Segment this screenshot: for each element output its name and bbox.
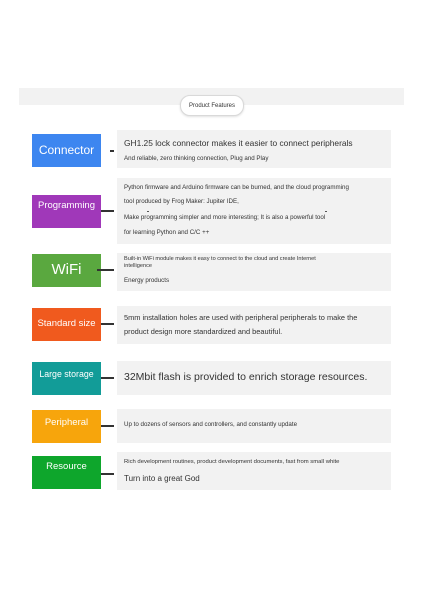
feature-text: 32Mbit flash is provided to enrich storage resources. bbox=[124, 371, 368, 383]
feature-label-connector: Connector bbox=[32, 134, 101, 167]
feature-panel-large-storage bbox=[117, 361, 391, 395]
feature-panel-wifi bbox=[117, 253, 391, 291]
feature-label-large-storage: Large storage bbox=[32, 362, 101, 395]
section-title: Product Features bbox=[180, 95, 244, 116]
connector-dash bbox=[101, 323, 114, 325]
feature-text: Up to dozens of sensors and controllers, and constantly update bbox=[124, 421, 298, 428]
feature-panel-resource bbox=[117, 452, 391, 490]
feature-text: Energy products bbox=[124, 277, 170, 284]
connector-dash bbox=[101, 377, 114, 379]
feature-label-peripheral: Peripheral bbox=[32, 410, 101, 443]
connector-dash bbox=[101, 473, 114, 475]
connector-dash bbox=[101, 425, 114, 427]
feature-panel-programming bbox=[117, 178, 391, 244]
feature-text: intelligence bbox=[124, 263, 152, 269]
feature-panel-connector bbox=[117, 130, 391, 168]
stray-mark bbox=[325, 211, 327, 212]
connector-dash bbox=[97, 269, 114, 271]
feature-label-programming: Programming bbox=[32, 195, 101, 228]
feature-text: Turn into a great God bbox=[124, 474, 200, 483]
feature-text: 5mm installation holes are used with peripheral peripherals to make the bbox=[124, 313, 358, 322]
feature-text: And reliable, zero thinking connection, Plug and Play bbox=[124, 155, 269, 162]
feature-panel-peripheral bbox=[117, 409, 391, 443]
feature-text: product design more standardized and beautiful. bbox=[124, 327, 283, 336]
feature-panel-standard-size bbox=[117, 306, 391, 344]
connector-dash bbox=[101, 210, 114, 212]
feature-text: Python firmware and Arduino firmware can be burned, and the cloud programming bbox=[124, 184, 349, 191]
feature-text: Built-in WiFi module makes it easy to connect to the cloud and create Internet bbox=[124, 256, 316, 262]
feature-text: for learning Python and C/C ++ bbox=[124, 229, 210, 236]
feature-text: tool produced by Frog Maker: Jupiter IDE, bbox=[124, 198, 239, 205]
feature-text: Rich development routines, product development documents, fast from small white bbox=[124, 459, 340, 465]
feature-label-resource: Resource bbox=[32, 456, 101, 489]
feature-text: GH1.25 lock connector makes it easier to connect peripherals bbox=[124, 138, 353, 148]
connector-dash bbox=[110, 150, 114, 152]
feature-label-wifi: WiFi bbox=[32, 254, 101, 287]
feature-label-standard-size: Standard size bbox=[32, 308, 101, 341]
stray-mark bbox=[147, 211, 149, 212]
feature-text: Make programming simpler and more interesting; It is also a powerful tool bbox=[124, 214, 326, 221]
